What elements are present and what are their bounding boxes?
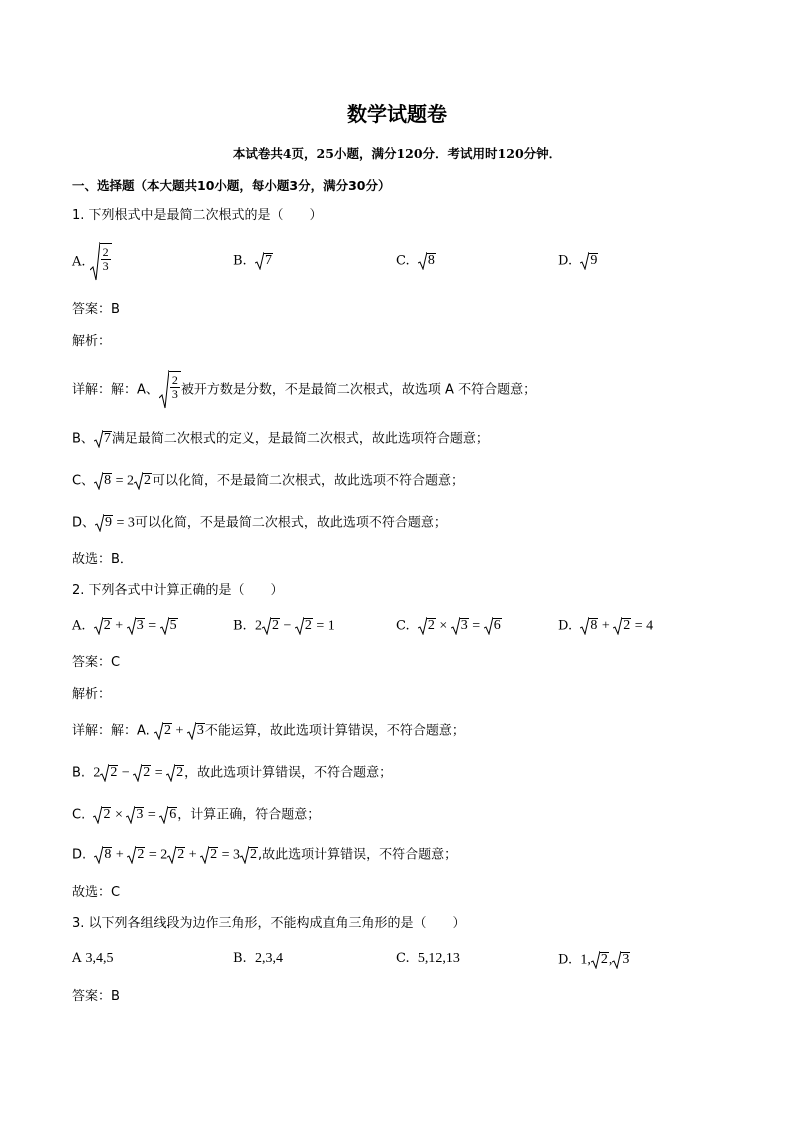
q3-option-a: A 3,4,5 [72,951,114,966]
exam-info: 本试卷共4页，25小题，满分120分．考试用时120分钟． [232,146,562,161]
q1-detail-b: B、 7 满足最简二次根式的定义，是最简二次根式，故此选项符合题意； [72,431,489,447]
q2-option-d: D. 8 + 2 = 4 [558,618,654,634]
q1-detail-d: D、 9 = 3可以化简，不是最简二次根式，故此选项不符合题意； [72,515,447,531]
page-title: 数学试题卷 [347,102,447,126]
q3-option-c: C. 5,12,13 [396,951,460,966]
q3-answer: 答案：B [72,989,120,1004]
sqrt-fraction: $\frac{2}{3}$ [90,242,112,282]
section-heading: 一、选择题（本大题共10小题，每小题3分，满分30分） [72,178,391,193]
question-1-stem: 1. 下列根式中是最简二次根式的是（ ） [72,208,323,223]
q1-option-b: B. 7 [233,253,272,269]
q2-conclusion: 故选：C [72,885,121,900]
q1-analysis-label: 解析： [72,334,112,349]
q2-option-a: A. 2 + 3 = 5 [72,618,177,634]
q1-option-a: A. $\frac{2}{3}$ [72,242,112,282]
question-2-stem: 2. 下列各式中计算正确的是（ ） [72,583,284,598]
q1-option-d: D. 9 [558,253,598,269]
q3-option-b: B. 2,3,4 [233,951,283,966]
q2-option-c: C. 2 × 3 = 6 [396,618,501,634]
q1-option-c: C. 8 [396,253,435,269]
q2-detail-b: B. 2 2 − 2 = 2 ，故此选项计算错误，不符合题意； [72,765,393,781]
q1-detail-c: C、 8 = 2 2 可以化简，不是最简二次根式，故此选项不符合题意； [72,473,464,489]
q2-detail-a: 详解：解：A. 2 + 3 不能运算，故此选项计算错误，不符合题意； [72,723,465,739]
q1-conclusion: 故选：B． [72,552,133,567]
question-3-stem: 3. 以下列各组线段为边作三角形，不能构成直角三角形的是（ ） [72,916,466,931]
q3-option-d: D. 1, 2 , 3 [558,952,630,968]
q1-answer: 答案：B [72,302,120,317]
q2-detail-c: C. 2 × 3 = 6 ，计算正确，符合题意； [72,807,321,823]
q1-detail-a: 详解：解：A、 $\frac{2}{3}$ 被开方数是分数，不是最简二次根式，故选项 A 不符合题意； [72,370,536,411]
q2-analysis-label: 解析： [72,687,112,702]
q2-option-b: B. 2 2 − 2 = 1 [233,618,335,634]
q2-detail-d: D. 8 + 2 = 2 2 + 2 = 3 2 ,故此选项计算错误，不符合题意； [72,847,458,863]
q2-answer: 答案：C [72,655,121,670]
